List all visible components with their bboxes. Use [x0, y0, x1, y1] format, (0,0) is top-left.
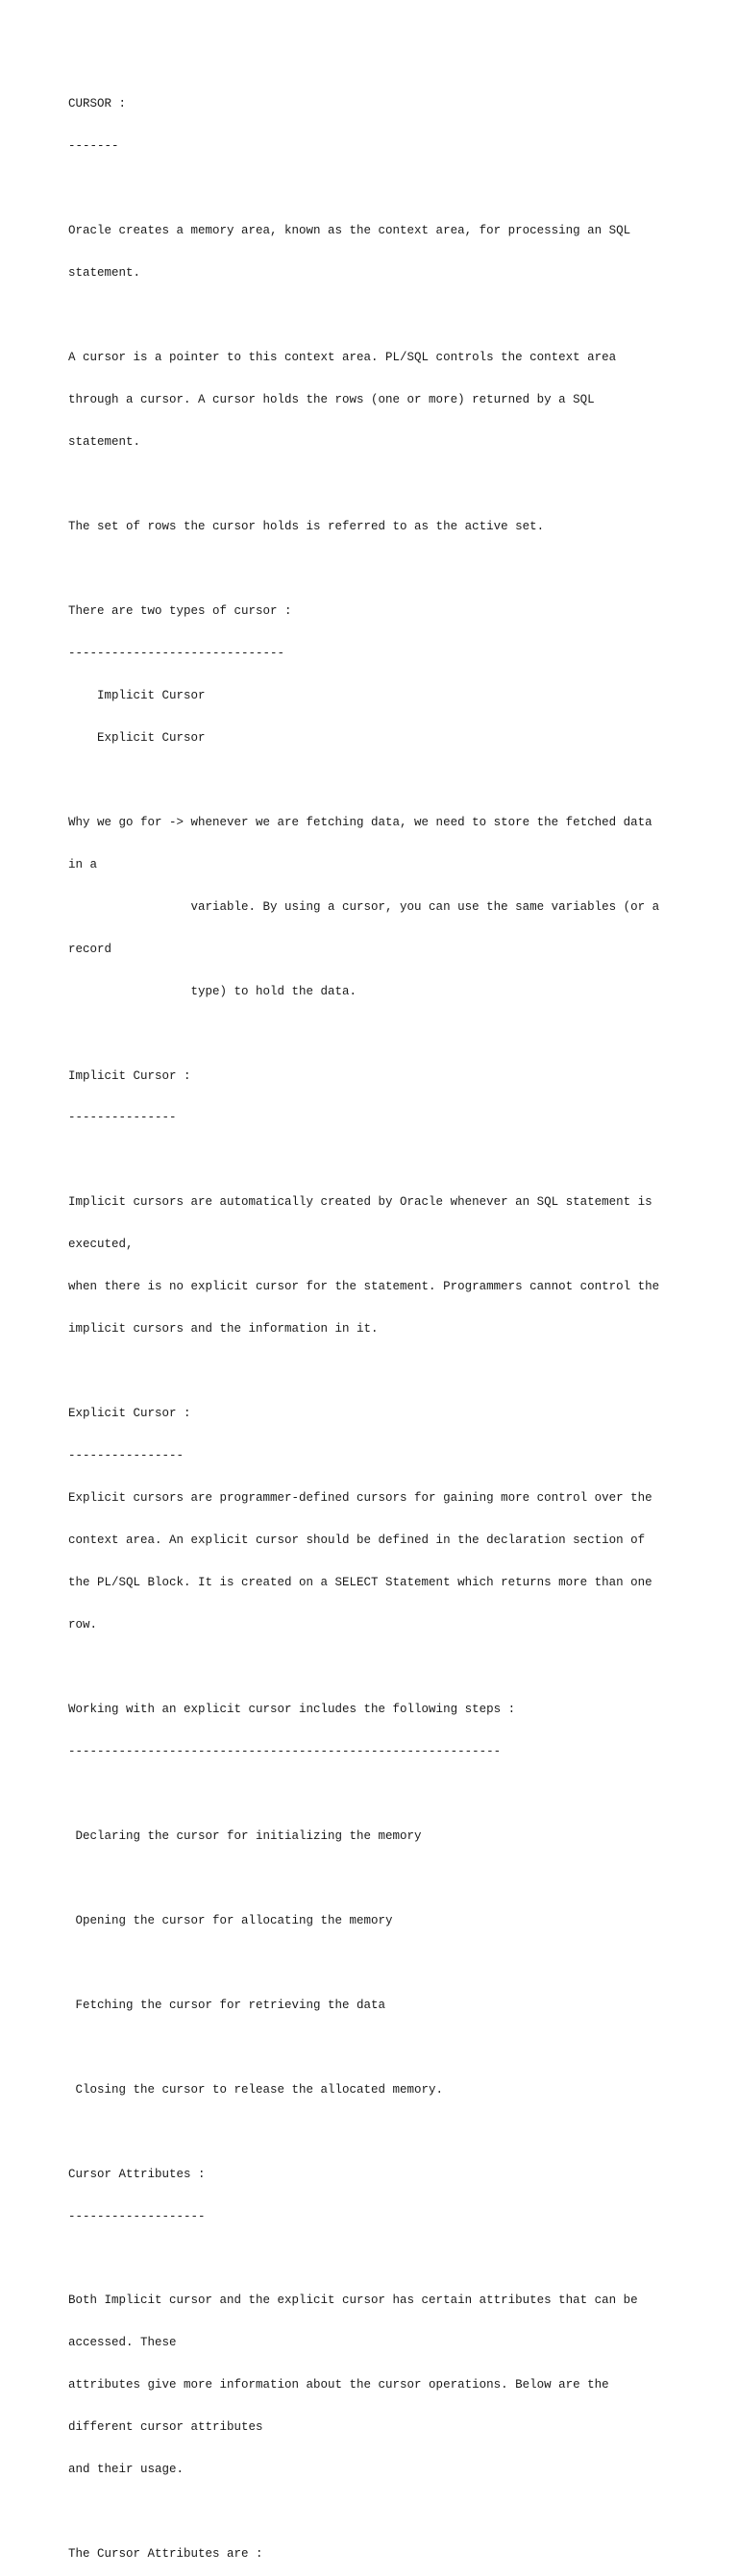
step-item: Declaring the cursor for initializing the memory: [68, 1828, 422, 1843]
step-item: Opening the cursor for allocating the memory: [68, 1913, 393, 1927]
blank-line: [68, 2505, 693, 2519]
paragraph-line: Explicit cursors are programmer-defined cursors for gaining more control over the: [68, 1491, 652, 1506]
paragraph-line: through a cursor. A cursor holds the rows (one or more) returned by a SQL: [68, 393, 595, 407]
heading-cursor: CURSOR :: [68, 97, 127, 111]
paragraph-line: A cursor is a pointer to this context area. PL/SQL controls the context area: [68, 351, 617, 365]
paragraph-line: context area. An explicit cursor should be defined in the declaration section of: [68, 1533, 646, 1548]
blank-line: [68, 308, 693, 323]
blank-line: [68, 182, 693, 196]
heading-underline: -------: [68, 139, 119, 154]
paragraph-line: statement.: [68, 435, 141, 450]
blank-line: [68, 1956, 693, 1971]
blank-line: [68, 1027, 693, 1042]
heading-implicit-cursor: Implicit Cursor :: [68, 1068, 191, 1083]
heading-steps: Working with an explicit cursor includes the following steps :: [68, 1702, 516, 1716]
blank-line: [68, 2252, 693, 2267]
blank-line: [68, 1660, 693, 1675]
step-item: Fetching the cursor for retrieving the data: [68, 1998, 386, 2012]
heading-underline: ----------------: [68, 1449, 184, 1463]
blank-line: [68, 562, 693, 577]
paragraph-line: Why we go for -> whenever we are fetching data, we need to store the fetched data: [68, 815, 652, 829]
blank-line: [68, 478, 693, 492]
list-item: Explicit Cursor: [68, 730, 206, 745]
paragraph-line: Both Implicit cursor and the explicit cursor has certain attributes that can be: [68, 2294, 638, 2308]
paragraph-line: accessed. These: [68, 2336, 177, 2350]
heading-underline: ------------------------------: [68, 646, 285, 660]
blank-line: [68, 1872, 693, 1886]
heading-cursor-attributes: Cursor Attributes :: [68, 2167, 206, 2181]
paragraph-line: Implicit cursors are automatically created by Oracle whenever an SQL statement is: [68, 1195, 652, 1210]
blank-line: [68, 2041, 693, 2055]
blank-line: [68, 773, 693, 788]
paragraph-line: type) to hold the data.: [68, 984, 357, 998]
paragraph-line: in a: [68, 857, 98, 871]
paragraph-line: attributes give more information about the cursor operations. Below are the: [68, 2378, 609, 2392]
heading-cursor-types: There are two types of cursor :: [68, 603, 292, 618]
paragraph-line: executed,: [68, 1238, 134, 1252]
blank-line: [68, 1787, 693, 1802]
blank-line: [68, 2125, 693, 2140]
paragraph-line: variable. By using a cursor, you can use the same variables (or a: [68, 899, 660, 914]
list-item: Implicit Cursor: [68, 688, 206, 702]
paragraph-line: The set of rows the cursor holds is referred to as the active set.: [68, 519, 545, 533]
heading-underline: ------------------------------------------------------------: [68, 1744, 502, 1758]
paragraph-line: The Cursor Attributes are :: [68, 2547, 263, 2562]
paragraph-line: the PL/SQL Block. It is created on a SELECT Statement which returns more than one: [68, 1576, 652, 1590]
blank-line: [68, 1153, 693, 1167]
paragraph-line: record: [68, 942, 112, 956]
step-item: Closing the cursor to release the allocated memory.: [68, 2082, 444, 2097]
paragraph-line: statement.: [68, 266, 141, 281]
document-text: [68, 69, 693, 2576]
blank-line: [68, 1364, 693, 1379]
paragraph-line: Oracle creates a memory area, known as the context area, for processing an SQL: [68, 224, 631, 238]
heading-explicit-cursor: Explicit Cursor :: [68, 1407, 191, 1421]
heading-underline: -------------------: [68, 2209, 206, 2223]
paragraph-line: different cursor attributes: [68, 2420, 263, 2435]
heading-underline: ---------------: [68, 1111, 177, 1125]
paragraph-line: row.: [68, 1618, 98, 1632]
paragraph-line: when there is no explicit cursor for the statement. Programmers cannot control the: [68, 1280, 660, 1294]
paragraph-line: and their usage.: [68, 2463, 184, 2477]
paragraph-line: implicit cursors and the information in it.: [68, 1322, 379, 1337]
